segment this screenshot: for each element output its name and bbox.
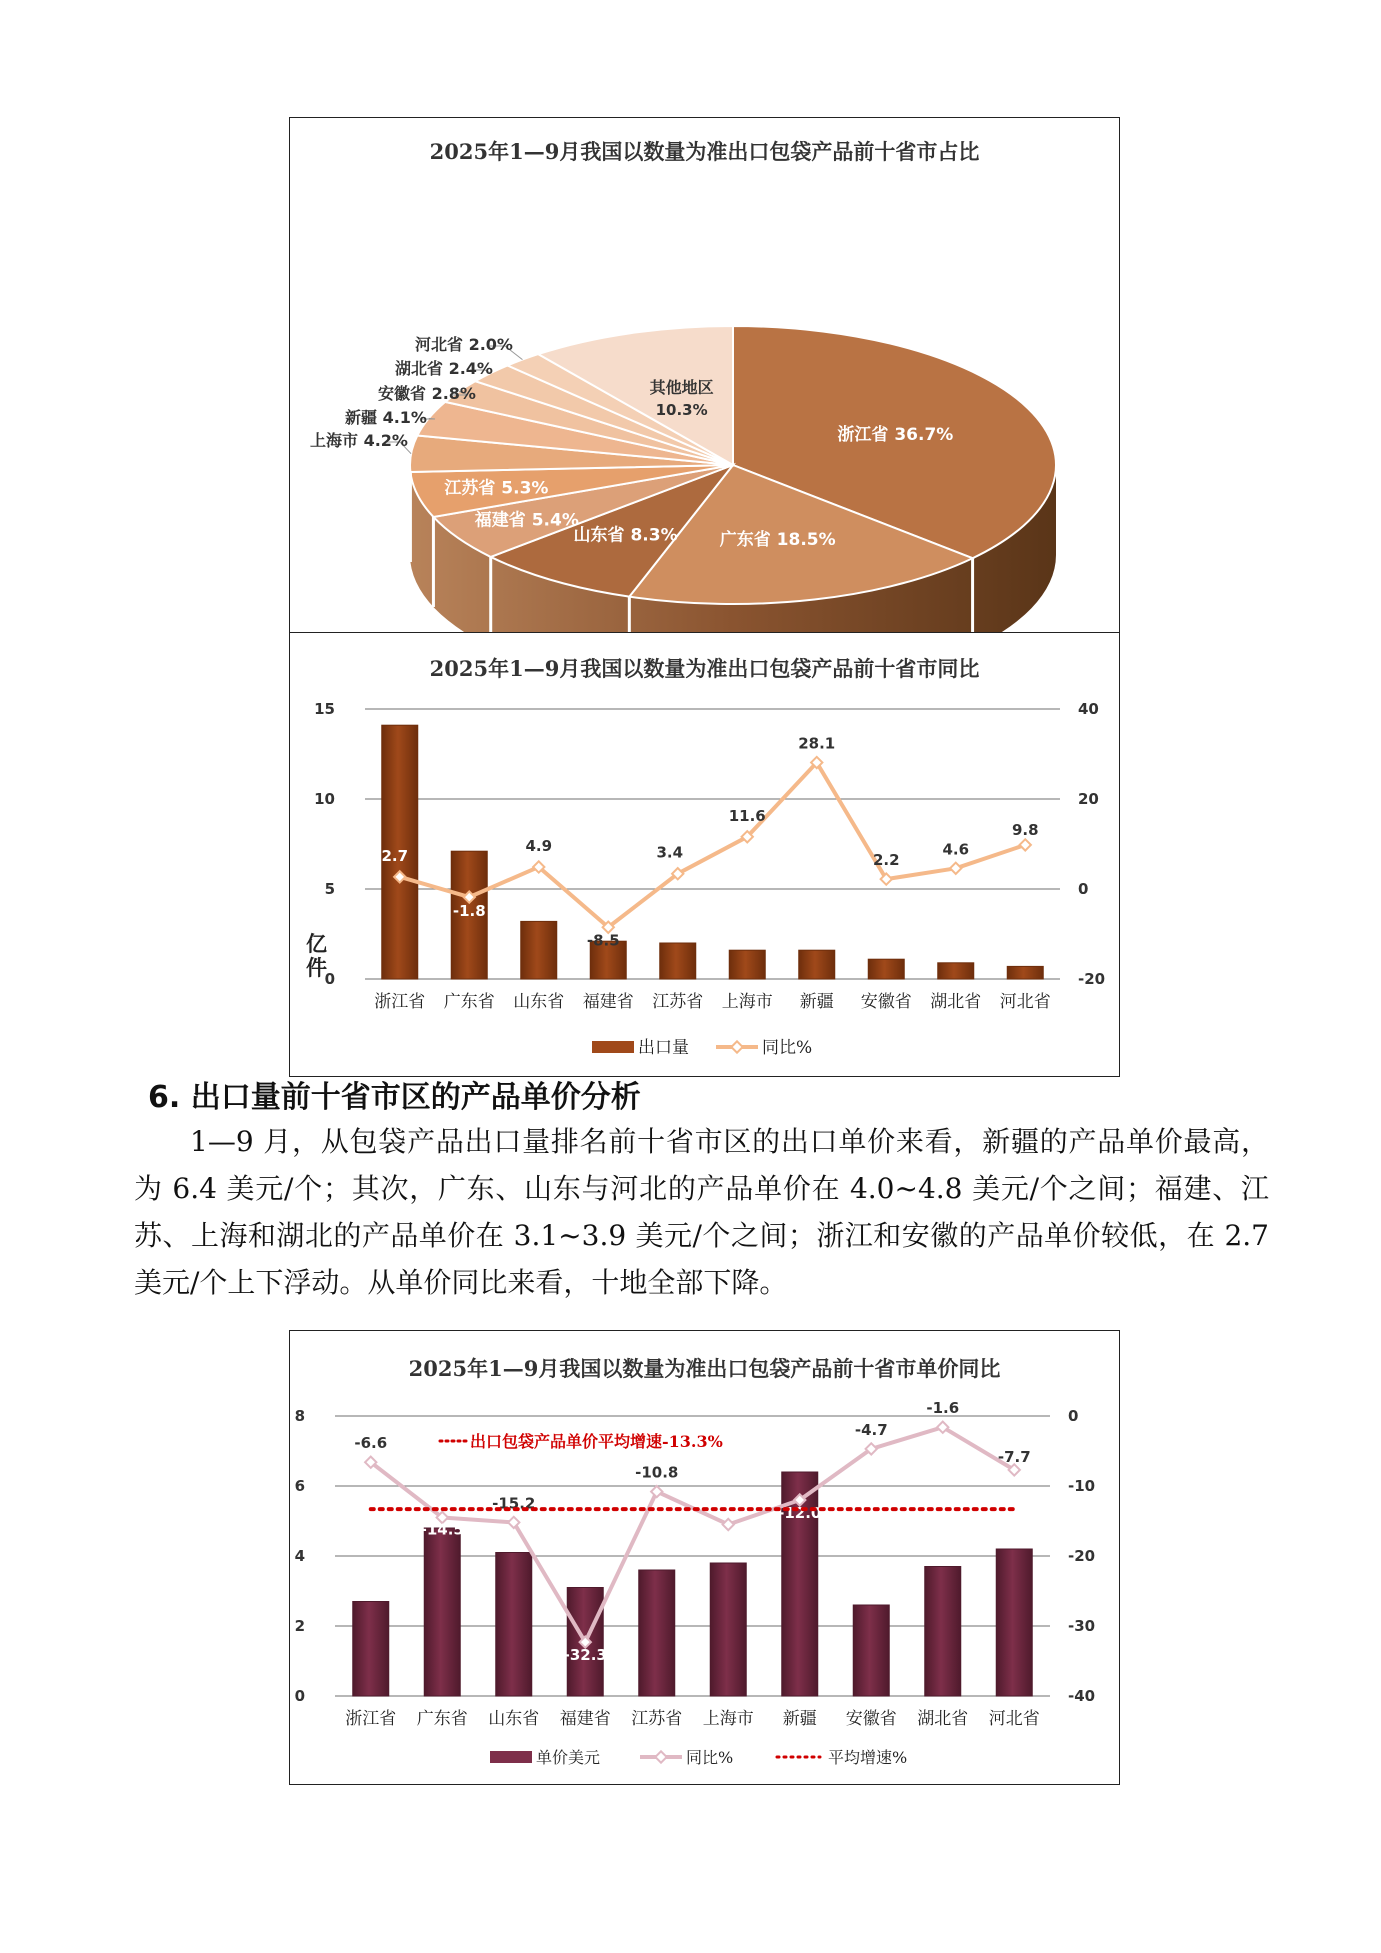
y-tick-right: -20 [1078, 970, 1106, 988]
y-tick-right: 20 [1078, 790, 1099, 808]
line-data-label: 4.9 [525, 836, 553, 855]
pie-label-e7a68fe5bbbae79c81: 福建省 5.4% [474, 510, 579, 531]
line-data-label: 3.4 [656, 843, 684, 862]
y-tick-left: 0 [324, 970, 335, 988]
line-data-label: 2.2 [872, 851, 900, 870]
section-paragraph: 1—9 月，从包袋产品出口量排名前十省市区的出口单价来看，新疆的产品单价最高，为 6.4 美元/个；其次，广东、山东与河北的产品单价在 4.0~4.8 美元/个之间；福建、江苏、上海和湖北的产品单价在 3.1~3.9 美元/个之间；浙江和安徽的产品单价较低，在 2.7 美元/个上下浮动。从单价同比来看，十地全部下降。 [134, 1125, 1269, 1299]
y-tick-right: -10 [1068, 1477, 1096, 1495]
legend-label-line: 同比% [686, 1748, 734, 1767]
bar-e6b2b3e58c97e79c81 [996, 1549, 1032, 1696]
bar-e5b9bfe4b89ce79c81 [424, 1528, 460, 1696]
volume-chart-title: 2025年1—9月我国以数量为准出口包袋产品前十省市同比 [429, 656, 980, 681]
volume-chart [290, 633, 1118, 1075]
y-tick-right: -40 [1068, 1687, 1096, 1705]
line-data-label: -10.8 [635, 1463, 679, 1482]
legend-label-line: 同比% [762, 1038, 813, 1058]
x-tick-label: 河北省 [988, 1709, 1040, 1729]
y-tick-left: 15 [314, 700, 335, 718]
y-tick-left: 6 [294, 1477, 305, 1495]
line-data-label: 2.7 [381, 846, 409, 865]
y-tick-right: 0 [1068, 1407, 1079, 1425]
section-heading: 6. 出口量前十省市区的产品单价分析 [148, 1080, 641, 1115]
line-point-e6b996e58c97e79c81 [950, 863, 961, 874]
legend-label-bar: 单价美元 [536, 1748, 601, 1767]
x-tick-label: 广东省 [416, 1709, 468, 1729]
x-tick-label: 广东省 [443, 992, 495, 1012]
bar-e5b1b1e4b89ce79c81 [521, 921, 557, 979]
line-data-label: -12.0 [778, 1504, 822, 1522]
bar-e6b599e6b19fe79c81 [353, 1602, 389, 1697]
x-tick-label: 安徽省 [845, 1709, 897, 1729]
x-tick-label: 湖北省 [930, 992, 982, 1012]
bar-e5b1b1e4b89ce79c81 [496, 1553, 532, 1697]
pie-label-e4b88ae6b5b7e5b882: 上海市 4.2% [310, 431, 408, 450]
line-data-label: -6.6 [354, 1434, 388, 1453]
x-tick-label: 山东省 [513, 992, 565, 1012]
line-data-label: 11.6 [728, 806, 766, 825]
pie-label-e6b2b3e58c97e79c81: 河北省 2.0% [415, 335, 513, 354]
line-data-label: -15.2 [492, 1494, 536, 1513]
x-tick-label: 安徽省 [860, 992, 912, 1012]
line-data-label: -1.8 [452, 902, 486, 921]
x-tick-label: 福建省 [559, 1709, 611, 1729]
y-tick-right: 0 [1078, 880, 1089, 898]
legend-marker-line [731, 1041, 742, 1052]
x-tick-label: 湖北省 [917, 1709, 969, 1729]
series-line [400, 763, 1026, 928]
bar-e4b88ae6b5b7e5b882 [710, 1563, 746, 1696]
x-tick-label: 山东省 [488, 1709, 540, 1729]
y-tick-left: 4 [294, 1547, 305, 1565]
bar-e6b996e58c97e79c81 [925, 1567, 961, 1697]
volume-chart-panel [289, 632, 1120, 1077]
pie-chart-panel [289, 117, 1120, 634]
line-data-label: -14.5 [420, 1520, 464, 1539]
y-tick-right: 40 [1078, 700, 1099, 718]
pie-label-e5b9bfe4b89ce79c81: 广东省 18.5% [719, 529, 836, 550]
x-tick-label: 新疆 [799, 992, 834, 1012]
line-data-label: 4.6 [942, 840, 970, 859]
pie-label-e6b19fe88b8fe79c81: 江苏省 5.3% [444, 478, 549, 499]
legend-label-avg: 平均增速% [828, 1748, 908, 1767]
y-tick-left: 2 [294, 1617, 305, 1635]
legend-marker-line [655, 1751, 666, 1762]
pie-chart [290, 118, 1118, 632]
unit-price-chart [290, 1331, 1118, 1783]
line-data-label: -32.3 [563, 1646, 607, 1665]
pie-label-e6b996e58c97e79c81: 湖北省 2.4% [395, 359, 493, 378]
bar-e5ae89e5bebde79c81 [868, 959, 904, 979]
volume-unit-label: 亿件 [306, 931, 327, 980]
bar-e6b2b3e58c97e79c81 [1007, 966, 1043, 979]
line-data-label: -7.7 [997, 1447, 1031, 1466]
series-line [371, 1427, 1015, 1642]
line-data-label: -1.6 [926, 1399, 960, 1418]
y-tick-right: -20 [1068, 1547, 1096, 1565]
line-data-label: 28.1 [798, 734, 836, 753]
x-tick-label: 浙江省 [374, 992, 426, 1012]
line-point-e6b2b3e58c97e79c81 [1020, 839, 1031, 850]
x-tick-label: 江苏省 [652, 992, 704, 1012]
legend-swatch-bar [490, 1751, 532, 1763]
pie-label-e5b1b1e4b89ce79c81: 山东省 8.3% [573, 525, 678, 546]
legend-label-bar: 出口量 [638, 1038, 689, 1058]
x-tick-label: 河北省 [999, 992, 1051, 1012]
y-tick-left: 5 [324, 880, 335, 898]
line-data-label: -4.7 [854, 1420, 888, 1439]
y-tick-right: -30 [1068, 1617, 1096, 1635]
bar-e6b996e58c97e79c81 [938, 963, 974, 979]
line-data-label: 9.8 [1011, 820, 1039, 839]
average-annotation: 出口包袋产品单价平均增速-13.3% [470, 1432, 723, 1451]
line-data-label: -8.5 [586, 931, 620, 950]
unit-price-chart-title: 2025年1—9月我国以数量为准出口包袋产品前十省市单价同比 [408, 1356, 1001, 1381]
x-tick-label: 新疆 [782, 1709, 817, 1729]
pie-label-e6b599e6b19fe79c81: 浙江省 36.7% [837, 424, 954, 445]
pie-label-e585b6e4bb96e59cb0e58cba: 其他地区 [649, 378, 714, 398]
pie-label-e696b0e79686: 新疆 4.1% [345, 408, 427, 427]
x-tick-label: 上海市 [702, 1709, 754, 1729]
x-tick-label: 浙江省 [345, 1709, 397, 1729]
bar-e6b19fe88b8fe79c81 [660, 943, 696, 979]
x-tick-label: 福建省 [582, 992, 634, 1012]
bar-e4b88ae6b5b7e5b882 [729, 950, 765, 979]
pie-label-value-e585b6e4bb96e59cb0e58cba: 10.3% [655, 401, 708, 420]
x-tick-label: 上海市 [721, 992, 773, 1012]
bar-e6b19fe88b8fe79c81 [639, 1570, 675, 1696]
pie-chart-title: 2025年1—9月我国以数量为准出口包袋产品前十省市占比 [429, 139, 980, 164]
unit-price-chart-panel [289, 1330, 1120, 1785]
legend-swatch-bar [592, 1041, 634, 1053]
bar-e696b0e79686 [799, 950, 835, 979]
bar-e5ae89e5bebde79c81 [853, 1605, 889, 1696]
y-tick-left: 8 [294, 1407, 305, 1425]
x-tick-label: 江苏省 [631, 1709, 683, 1729]
y-tick-left: 10 [314, 790, 335, 808]
pie-label-e5ae89e5bebde79c81: 安徽省 2.8% [378, 384, 476, 403]
y-tick-left: 0 [294, 1687, 305, 1705]
